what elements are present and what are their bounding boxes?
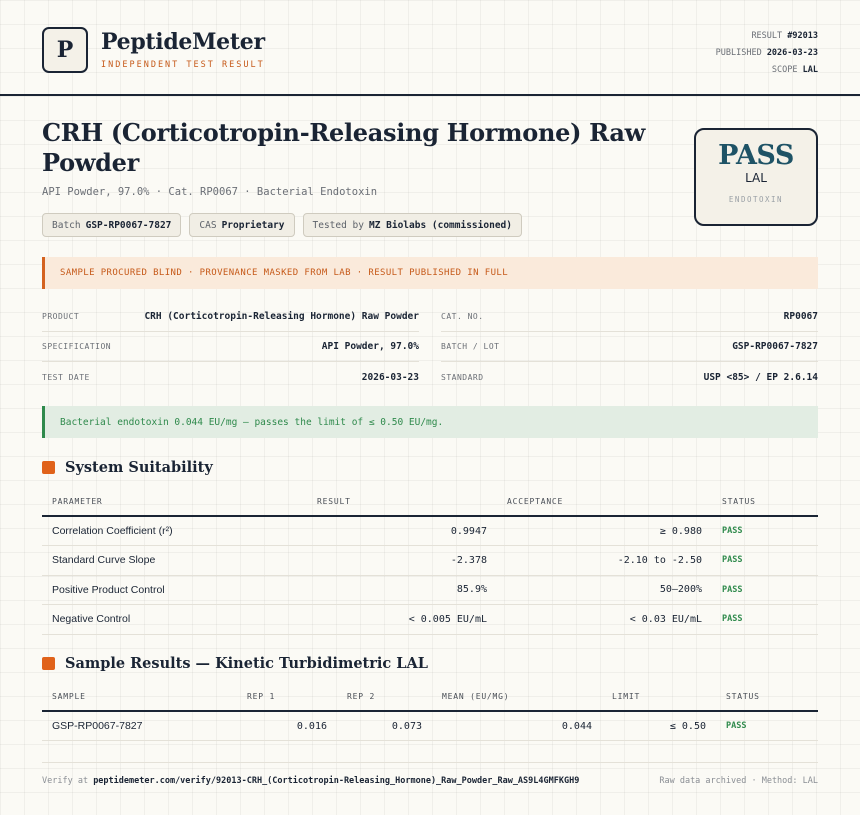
meta-published: PUBLISHED 2026-03-23 (715, 48, 818, 58)
info-left (42, 302, 419, 392)
table-row: GSP-RP0067-7827 0.016 0.073 0.044 ≤ 0.50 PASS (42, 711, 818, 741)
report-chips (42, 213, 522, 237)
table-row: Positive Product Control 85.9% 50–200% PASS (42, 575, 818, 605)
stamp-method: LAL (745, 171, 767, 185)
report-subtitle: API Powder, 97.0% · Cat. RP0067 · Bacterial Endotoxin (42, 186, 378, 198)
brand-name: PeptideMeter (101, 29, 265, 55)
status-badge: PASS (716, 711, 818, 741)
section-marker-icon (42, 657, 55, 670)
table-header-row: SAMPLE REP 1 REP 2 MEAN (EU/MG) LIMIT STATUS (42, 683, 818, 711)
result-summary: Bacterial endotoxin 0.044 EU/mg — passes the limit of ≤ 0.50 EU/mg. (42, 406, 818, 438)
info-row-product: PRODUCT CRH (Corticotropin-Releasing Hormone) Raw Powder (42, 302, 419, 332)
tested-by-chip: Tested by MZ Biolabs (commissioned) (303, 213, 522, 237)
sample-results-table (42, 683, 818, 741)
table-row: Standard Curve Slope -2.378 -2.10 to -2.50 PASS (42, 546, 818, 576)
meta-result: RESULT #92013 (751, 31, 818, 41)
section-marker-icon (42, 461, 55, 474)
stamp-verdict: PASS (718, 140, 794, 171)
info-row-standard: STANDARD USP <85> / EP 2.6.14 (441, 371, 818, 383)
sample-results-heading: Sample Results — Kinetic Turbidimetric LAL (42, 655, 428, 672)
logo-icon: P (42, 27, 88, 73)
table-row: Negative Control < 0.005 EU/mL < 0.03 EU/mL PASS (42, 605, 818, 635)
info-right (441, 302, 818, 392)
info-row-cat-no: CAT. NO. RP0067 (441, 302, 818, 332)
batch-chip: Batch GSP-RP0067-7827 (42, 213, 181, 237)
cas-chip: CAS Proprietary (189, 213, 294, 237)
brand-tagline: INDEPENDENT TEST RESULT (101, 60, 265, 70)
status-badge: PASS (712, 575, 818, 605)
verify-line: Verify at peptidemeter.com/verify/92013-CRH_(Corticotropin-Releasing_Hormone)_Raw_Powder_Raw_AS9L4GMFKGH9 (42, 776, 580, 786)
meta-scope: SCOPE LAL (771, 65, 818, 75)
pass-stamp (694, 128, 818, 226)
info-row-batch-lot: BATCH / LOT GSP-RP0067-7827 (441, 332, 818, 362)
procurement-notice: SAMPLE PROCURED BLIND · PROVENANCE MASKED FROM LAB · RESULT PUBLISHED IN FULL (42, 257, 818, 289)
status-badge: PASS (712, 546, 818, 576)
system-suitability-heading: System Suitability (42, 459, 213, 476)
result-meta (716, 28, 818, 79)
stamp-category: ENDOTOXIN (728, 195, 784, 204)
status-badge: PASS (712, 516, 818, 546)
table-row: Correlation Coefficient (r²) 0.9947 ≥ 0.980 PASS (42, 516, 818, 546)
system-suitability-table (42, 488, 818, 635)
status-badge: PASS (712, 605, 818, 635)
table-header-row: PARAMETER RESULT ACCEPTANCE STATUS (42, 488, 818, 516)
report-header (0, 0, 860, 96)
info-row-test-date: TEST DATE 2026-03-23 (42, 371, 419, 383)
info-row-specification: SPECIFICATION API Powder, 97.0% (42, 332, 419, 362)
verify-link[interactable]: peptidemeter.com/verify/92013-CRH_(Corticotropin-Releasing_Hormone)_Raw_Powder_Raw_AS9L4GMFKGH9 (93, 776, 580, 786)
archive-note: Raw data archived · Method: LAL (659, 776, 818, 786)
report-footer (42, 762, 818, 786)
report-title: CRH (Corticotropin-Releasing Hormone) Raw Powder (42, 118, 645, 177)
